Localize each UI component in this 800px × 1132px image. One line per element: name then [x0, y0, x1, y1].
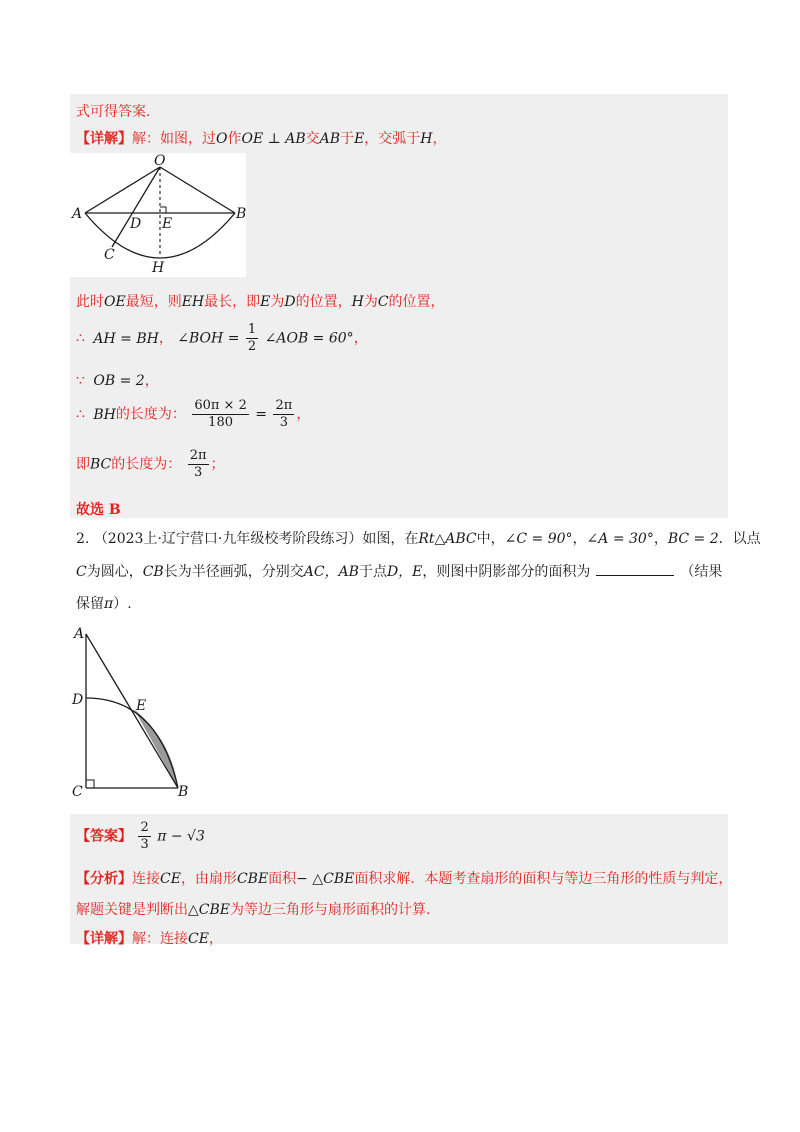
- q1-line3-eh: EH: [181, 294, 205, 310]
- q1-line4-rest: ∠AOB = 60°: [264, 330, 354, 347]
- q1-line5-sym: ∵: [76, 373, 85, 389]
- q1-line3-e2: 的位置，: [295, 294, 352, 310]
- label-c: C: [104, 247, 115, 263]
- figure-sector-aob: [70, 153, 246, 277]
- q1-line3-c: 最长，即: [204, 294, 261, 310]
- q2-detail-a: 解：连接: [132, 931, 188, 947]
- answer-blank[interactable]: [596, 563, 674, 576]
- q2-c90: ∠C = 90°: [504, 531, 573, 547]
- q2-number: 2.: [76, 531, 90, 547]
- q1-line4: [76, 322, 368, 355]
- q1-detail-mid1: 作: [227, 131, 242, 147]
- q2-answer-tag: 【答案】: [76, 828, 132, 845]
- q1-line3-cc: C: [377, 294, 389, 310]
- q1-detail-tag: 【详解】: [76, 131, 132, 147]
- q1-line6-text: 的长度为：: [115, 406, 186, 423]
- q2-detail-tag: 【详解】: [76, 931, 132, 947]
- q1-line7-arc: BC: [90, 456, 112, 473]
- q1-line4-sym: ∴: [76, 330, 85, 347]
- q1-line7: [76, 448, 225, 481]
- line-oc: [112, 167, 160, 247]
- q1-line4-num: 1: [247, 322, 257, 337]
- line-ob: [160, 167, 235, 213]
- q1-line1-text: 式可得答案.: [76, 104, 151, 120]
- q2-line3-text: 保留: [76, 596, 104, 612]
- label-b: B: [236, 206, 246, 222]
- q2-t2: ，: [572, 531, 587, 547]
- label-e: E: [162, 216, 173, 232]
- q1-line7-text: 的长度为：: [111, 456, 182, 473]
- q1-line6-den2: 3: [279, 415, 289, 430]
- q1-detail-ab: AB: [319, 131, 341, 147]
- q1-line7-den: 3: [193, 465, 203, 480]
- label-d: D: [130, 216, 142, 232]
- q1-line4-den: 2: [247, 339, 257, 354]
- q2-line2: [76, 561, 722, 581]
- label-a: A: [74, 626, 85, 642]
- label-h: H: [152, 260, 165, 276]
- q2-a30: ∠A = 30°: [586, 531, 654, 547]
- q1-line3-a: 此时: [76, 294, 104, 310]
- q2-answer-line: [76, 820, 205, 853]
- q1-line5-eq: OB = 2: [93, 373, 145, 389]
- q2-t3: ，: [653, 531, 668, 547]
- q1-detail-e: E: [354, 131, 365, 147]
- q1-detail-end: ，: [432, 131, 447, 147]
- q2-detail-end: ，: [208, 931, 223, 947]
- q2-analysis-line2a: 解题关键是判断出: [76, 902, 188, 918]
- q2-t4: ．以点: [718, 531, 761, 547]
- q2-source: （2023上·辽宁营口·九年级校考阶段练习）如图，在: [93, 531, 419, 547]
- q2-analysis-minus: − △CBE: [296, 871, 355, 887]
- q1-detail-h: H: [420, 131, 433, 147]
- q2-line2-cb: CB: [142, 564, 164, 580]
- q1-line8-text: 故选 B: [76, 502, 121, 518]
- q2-answer-frac: [138, 820, 150, 853]
- q1-detail-mid4: ，交弧于: [364, 131, 421, 147]
- q1-line5-end: ，: [144, 373, 159, 389]
- q2-line2-acab: AC，AB: [303, 564, 359, 580]
- right-angle-mark-e: [160, 207, 166, 213]
- q1-line3-g: 的位置，: [388, 294, 445, 310]
- q2-analysis-line1: [76, 868, 732, 888]
- q1-line3-e: E: [260, 294, 271, 310]
- q2-analysis-c: 面积: [268, 871, 297, 887]
- q1-line4-comma: ，: [158, 330, 173, 347]
- q1-detail-mid3: 于: [340, 131, 355, 147]
- q1-line3: [76, 291, 445, 311]
- q1-line4-angle: ∠BOH =: [177, 330, 240, 347]
- q1-line3-dd: D: [284, 294, 296, 310]
- q2-t1: 中，: [476, 531, 505, 547]
- q2-line2-c: C: [76, 564, 87, 580]
- q1-line3-oe: OE: [104, 294, 126, 310]
- q2-analysis-d: 面积求解．本题考查扇形的面积与等边三角形的性质与判定，: [354, 871, 733, 887]
- figure-sector-aob-svg: [70, 153, 246, 277]
- q2-line1: [76, 528, 761, 548]
- q1-line6-end: ，: [296, 406, 311, 423]
- figure-triangle-abc-svg: [70, 620, 200, 802]
- q2-line3-pi: π: [104, 596, 114, 612]
- q2-answer-den: 3: [140, 837, 149, 852]
- q1-line6-num2: 2π: [275, 398, 293, 413]
- q1-line7-num: 2π: [189, 448, 207, 463]
- q1-line6: [76, 398, 310, 431]
- q1-line7-end: ；: [210, 456, 225, 473]
- q1-line4-end: ，: [353, 330, 368, 347]
- q1-detail-text: 解：如图，过: [132, 131, 216, 147]
- q1-line6-eq: =: [255, 406, 268, 423]
- q2-detail-ce: CE: [188, 931, 209, 947]
- q1-line6-frac1: [192, 398, 249, 431]
- q2-answer-rest: π − √3: [157, 828, 205, 845]
- q2-line3: [76, 593, 132, 613]
- q2-analysis-line2: [76, 899, 430, 919]
- q2-analysis-line2b: 为等边三角形与扇形面积的计算.: [230, 902, 431, 918]
- q2-detail-line: [76, 928, 223, 948]
- q1-line7-a: 即: [76, 456, 90, 473]
- q1-line8: [76, 499, 121, 519]
- q1-detail-line: [76, 128, 447, 148]
- label-o: O: [154, 153, 166, 169]
- q1-line6-sym: ∴: [76, 406, 85, 423]
- q2-analysis-b: ，由扇形: [180, 871, 237, 887]
- right-angle-mark-c: [86, 780, 94, 788]
- q2-analysis-ce: CE: [160, 871, 181, 887]
- q2-line2-b: 长为半径画弧，分别交: [163, 564, 304, 580]
- q1-line3-f: 为: [363, 294, 378, 310]
- q1-line6-arc: BH: [93, 406, 116, 423]
- q2-bc2: BC = 2: [667, 531, 719, 547]
- q1-line5: [76, 370, 159, 390]
- q2-analysis-a: 连接: [132, 871, 160, 887]
- q2-line3-end: ）.: [113, 596, 132, 612]
- q2-analysis-tri: △CBE: [188, 902, 230, 918]
- q2-line2-de: D，E: [386, 564, 423, 580]
- q2-line2-c2: 于点: [358, 564, 387, 580]
- label-e: E: [136, 698, 147, 714]
- q2-tri: Rt△ABC: [418, 531, 477, 547]
- q2-line2-d: ，则图中阴影部分的面积为: [422, 564, 591, 580]
- q1-line4-eq: AH = BH: [93, 330, 159, 347]
- figure-triangle-abc: [70, 620, 200, 802]
- q2-analysis-cbe: CBE: [236, 871, 269, 887]
- q1-line3-h: H: [351, 294, 364, 310]
- q1-line6-num: 60π × 2: [194, 398, 247, 413]
- q2-line2-e: （结果: [680, 564, 723, 580]
- label-d: D: [72, 692, 84, 708]
- q1-line1: [76, 101, 150, 121]
- q1-line6-den: 180: [208, 415, 233, 430]
- q1-detail-o: O: [216, 131, 228, 147]
- q1-line4-frac: [246, 322, 258, 355]
- label-b: B: [178, 784, 189, 800]
- q1-line3-d: 为: [270, 294, 285, 310]
- label-c: C: [72, 784, 83, 800]
- q2-line2-a: 为圆心，: [86, 564, 143, 580]
- q1-detail-mid2: 交: [305, 131, 320, 147]
- label-a: A: [72, 206, 83, 222]
- q2-answer-num: 2: [140, 820, 149, 835]
- q2-analysis-tag: 【分析】: [76, 871, 132, 887]
- q1-detail-oe: OE ⊥ AB: [241, 131, 306, 147]
- q1-line3-b: 最短，则: [125, 294, 182, 310]
- line-oa: [85, 167, 160, 213]
- q1-line6-frac2: [273, 398, 294, 431]
- q1-line7-frac: [188, 448, 209, 481]
